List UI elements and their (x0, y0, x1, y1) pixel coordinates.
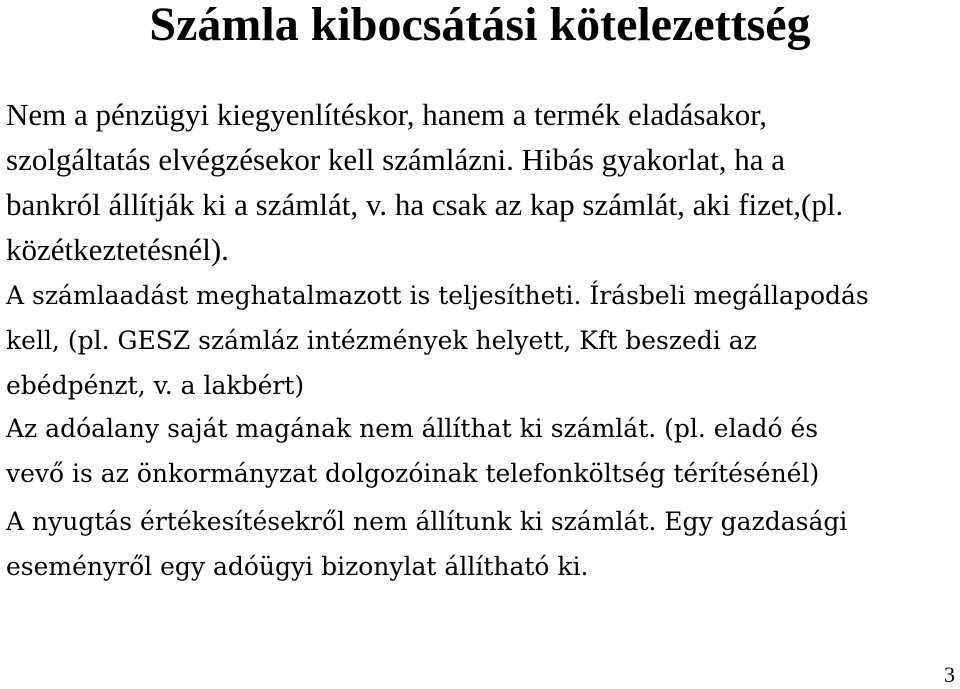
text-line: kell, (pl. GESZ számláz intézmények helyett, Kft beszedi az (6, 326, 757, 355)
paragraph-invoice-timing (6, 92, 843, 272)
text-line: A számlaadást meghatalmazott is teljesítheti. Írásbeli megállapodás (6, 281, 869, 310)
text-line: közétkeztetésnél). (6, 232, 229, 267)
paragraph-authorized-issuer (6, 273, 869, 408)
paragraph-self-invoice (6, 406, 819, 496)
text-line: Nem a pénzügyi kiegyenlítéskor, hanem a termék eladásakor, (6, 97, 768, 132)
page-number: 3 (944, 662, 955, 687)
text-line: Az adóalany saját magának nem állíthat ki számlát. (pl. eladó és (6, 414, 819, 443)
paragraph-receipt-sales (6, 499, 847, 589)
text-line: bankról állítják ki a számlát, v. ha csak az kap számlát, aki fizet,(pl. (6, 187, 844, 222)
text-line: A nyugtás értékesítésekről nem állítunk ki számlát. Egy gazdasági (6, 507, 848, 536)
text-line: szolgáltatás elvégzésekor kell számlázni. Hibás gyakorlat, ha a (6, 142, 785, 177)
text-line: ebédpénzt, v. a lakbért) (6, 371, 305, 400)
text-line: vevő is az önkormányzat dolgozóinak telefonköltség térítésénél) (6, 459, 820, 488)
text-line: eseményről egy adóügyi bizonylat állítható ki. (6, 552, 589, 581)
slide-title: Számla kibocsátási kötelezettség (149, 0, 811, 51)
